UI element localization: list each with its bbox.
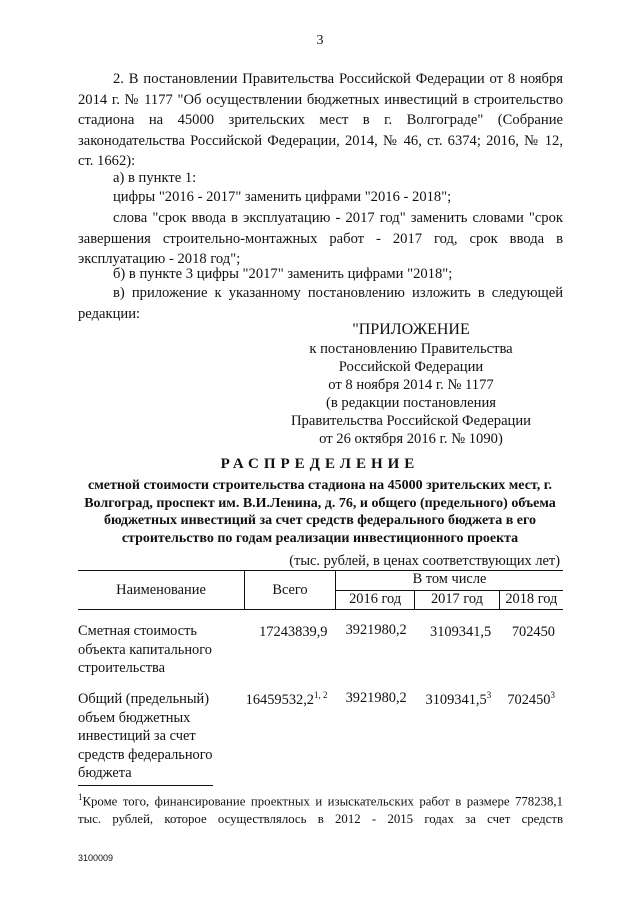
footnote: [78, 788, 563, 828]
header-group: В том числе: [336, 571, 564, 591]
footnote-marker: 1: [78, 792, 83, 802]
cell-2017: 3109341,5$^3$: [425, 690, 492, 708]
paragraph-item-a: а) в пункте 1:: [113, 170, 197, 186]
header-total: Всего: [245, 571, 336, 610]
paragraph-amendment-intro: 2. В постановлении Правительства Российской Федерации от 8 ноября 2014 г. № 1177 "Об осуществлении бюджетных инвестиций в строительство стадиона на 45000 зрительских мест в г. Волгограде" (Собрание законодательства Российской Федерации, 2014, № 46, ст. 6374; 2016, № 12, ст. 1662):: [78, 71, 563, 169]
row-name: Сметная стоимость объекта капитального строительства: [78, 623, 212, 676]
header-name: Наименование: [78, 571, 245, 610]
appendix-line: от 8 ноября 2014 г. № 1177: [328, 377, 494, 393]
paragraph-words-replace: слова "срок ввода в эксплуатацию - 2017 год" заменить словами "срок завершения строительно-монтажных работ - 2017 год, срок ввода в эксплуатацию - 2018 год";: [78, 210, 563, 267]
appendix-line: Российской Федерации: [338, 359, 484, 375]
paragraph-item-b: б) в пункте 3 цифры "2017" заменить цифрами "2018";: [113, 266, 453, 282]
cell-total: 17243839,9: [259, 623, 328, 640]
header-year-2017: 2017 год: [415, 590, 499, 610]
cell-2018: 702450$^3$: [507, 690, 555, 708]
page-number: 3: [316, 33, 324, 48]
table-header-row: [78, 571, 563, 591]
appendix-line: (в редакции постановления: [326, 395, 496, 411]
cell-2017: 3109341,5: [430, 623, 492, 640]
budget-table: [78, 570, 563, 783]
appendix-line: Правительства Российской Федерации: [291, 413, 531, 429]
header-year-2018: 2018 год: [499, 590, 563, 610]
paragraph-digits-replace: цифры "2016 - 2017" заменить цифрами "2016 - 2018";: [113, 189, 452, 205]
cell-total: 16459532,2$^{1, 2}$: [245, 690, 328, 708]
appendix-title: "ПРИЛОЖЕНИЕ: [352, 321, 470, 338]
document-code: 3100009: [78, 853, 114, 863]
footnote-text: Кроме того, финансирование проектных и изыскательских работ в размере 778238,1 тыс. рублей, которое осуществлялось в 2012 - 2015 годах за счет средств: [78, 794, 563, 827]
distribution-heading: [60, 456, 580, 547]
appendix-line: от 26 октября 2016 г. № 1090): [319, 431, 503, 447]
header-year-2016: 2016 год: [336, 590, 415, 610]
appendix-header: [280, 321, 542, 448]
paragraph-item-c: в) приложение к указанному постановлению изложить в следующей редакции:: [78, 285, 563, 322]
table-row: [78, 678, 563, 783]
units-note: (тыс. рублей, в ценах соответствующих лет): [289, 553, 560, 569]
heading-title: РАСПРЕДЕЛЕНИЕ: [220, 456, 420, 472]
appendix-line: к постановлению Правительства: [309, 341, 513, 357]
cell-2016: 3921980,2: [345, 622, 407, 638]
row-name: Общий (предельный) объем бюджетных инвестиций за счет средств федерального бюджета: [78, 691, 213, 781]
footnote-divider: [78, 785, 213, 786]
heading-body: сметной стоимости строительства стадиона на 45000 зрительских мест, г. Волгоград, проспект им. В.И.Ленина, д. 76, и общего (предельного) объема бюджетных инвестиций за счет средств федерального бюджета в его строительство по годам реализации инвестиционного проекта: [84, 478, 556, 546]
table-row: [78, 610, 563, 679]
cell-2018: 702450: [511, 623, 555, 640]
cell-2016: 3921980,2: [345, 690, 407, 706]
